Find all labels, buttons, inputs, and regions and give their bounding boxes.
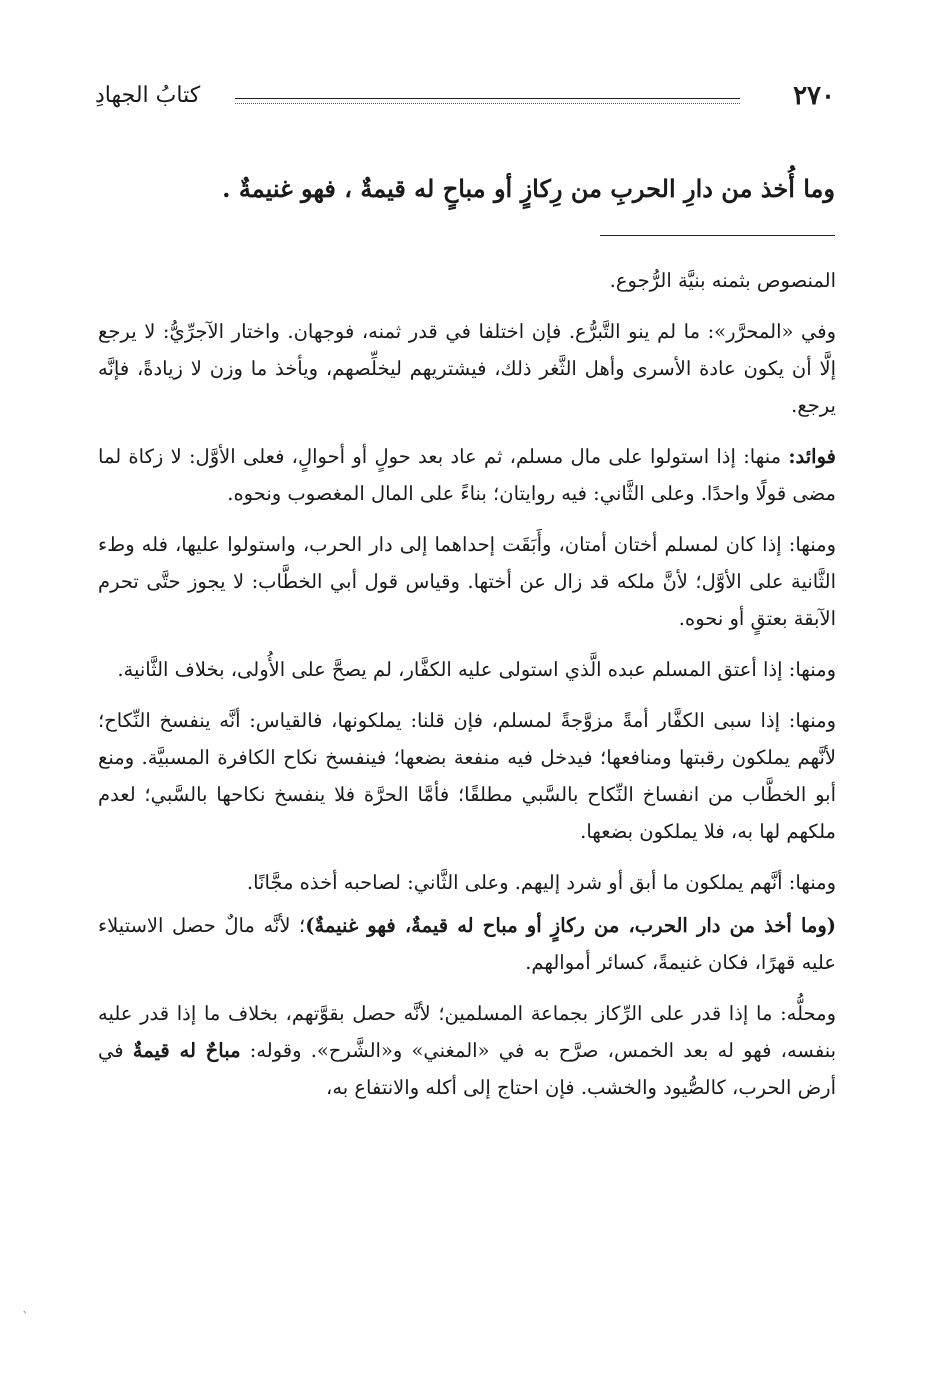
- paragraph-text: ومنها: أنَّهم يملكون ما أبق أو شرد إليهم. وعلى الثَّاني: لصاحبه أخذه مجَّانًا.: [246, 871, 836, 894]
- paragraph: [98, 995, 836, 1106]
- quoted-matn: مباحٌ له قيمةٌ: [132, 1039, 241, 1062]
- paragraph-text: ؛ لأنَّه مالٌ حصل الاستيلاء عليه قهرًا، فكان غنيمةً، كسائر أموالهم.: [98, 914, 836, 974]
- running-title: كتابُ الجهادِ: [95, 83, 201, 108]
- paragraph: [98, 702, 836, 850]
- paragraph: [98, 262, 836, 299]
- paragraph: [98, 907, 836, 981]
- paragraph-text: المنصوص بثمنه بنيَّة الرُّجوع.: [609, 269, 836, 292]
- paragraph-heading: فوائد:: [788, 445, 836, 468]
- paragraph-text: في أرض الحرب، كالصُّيود والخشب. فإن احتاج إلى أكله والانتفاع به،: [98, 1039, 836, 1099]
- paragraph-text: ومنها: إذا أعتق المسلم عبده الَّذي استولى عليه الكفَّار، لم يصحَّ على الأُولى، بخلاف الثَّانية.: [117, 658, 836, 681]
- scan-mark: `: [22, 1310, 29, 1326]
- paragraph-text: منها: إذا استولوا على مال مسلم، ثم عاد بعد حولٍ أو أحوالٍ، فعلى الأوَّل: لا زكاة لما مضى قولًا واحدًا. وعلى الثَّاني: فيه روايتان؛ بناءً على المال المغصوب ونحوه.: [98, 445, 836, 505]
- page-number: ٢٧٠: [793, 81, 835, 111]
- paragraph-text: ومحلُّه: ما إذا قدر على الرِّكاز بجماعة المسلمين؛ لأنَّه حصل بقوَّتهم، بخلاف ما إذا قدر عليه بنفسه، فهو له بعد الخمس، صرَّح به في «المغني» و«الشَّرح». وقوله:: [98, 1002, 837, 1062]
- matn-text: وما أُخذ من دارِ الحربِ من رِكازٍ أو مباحٍ له قيمةٌ ، فهو غنيمةٌ .: [222, 174, 835, 203]
- quoted-matn: (وما أخذ من دار الحرب، من ركازٍ أو مباح له قيمةٌ، فهو غنيمةٌ): [305, 914, 836, 937]
- paragraph: [98, 651, 836, 688]
- page-header: [95, 78, 835, 114]
- paragraph: [98, 864, 836, 901]
- paragraph-text: ومنها: إذا سبى الكفَّار أمةً مزوَّجةً لمسلم، فإن قلنا: يملكونها، فالقياس: أنَّه ينفسخ النِّكاح؛ لأنَّهم يملكون رقبتها ومنافعها؛ فيدخل فيه منفعة بضعها؛ فينفسخ نكاح الكافرة المسبيَّة. ومنع أبو الخطَّاب من انفساخ النِّكاح بالسَّبي مطلقًا؛ فأمَّا الحرَّة فلا ينفسخ نكاحها بالسَّبي؛ لعدم ملكهم لها به، فلا يملكون بضعها.: [98, 709, 836, 843]
- paragraph: [98, 526, 836, 637]
- paragraph-text: ومنها: إذا كان لمسلم أختان أمتان، وأَبَقَت إحداهما إلى دار الحرب، واستولوا عليها، فله وطء الثَّانية على الأوَّل؛ لأنَّ ملكه قد زال عن أختها. وقياس قول أبي الخطَّاب: لا يجوز حتَّى تحرم الآبقة بعتقٍ أو نحوه.: [98, 533, 836, 630]
- header-rule: [235, 98, 740, 99]
- commentary-body: [98, 262, 836, 1120]
- matn-separator: [600, 235, 835, 236]
- paragraph: [98, 438, 836, 512]
- paragraph-text: وفي «المحرَّر»: ما لم ينو التَّبرُّع. فإن اختلفا في قدر ثمنه، فوجهان. واختار الآجرِّيُّ: لا يرجع إلَّا أن يكون عادة الأسرى وأهل الثَّغر ذلك، فيشتريهم ليخلِّصهم، ويأخذ ما وزن لا زيادةً، فإنَّه يرجع.: [98, 320, 836, 417]
- paragraph: [98, 313, 836, 424]
